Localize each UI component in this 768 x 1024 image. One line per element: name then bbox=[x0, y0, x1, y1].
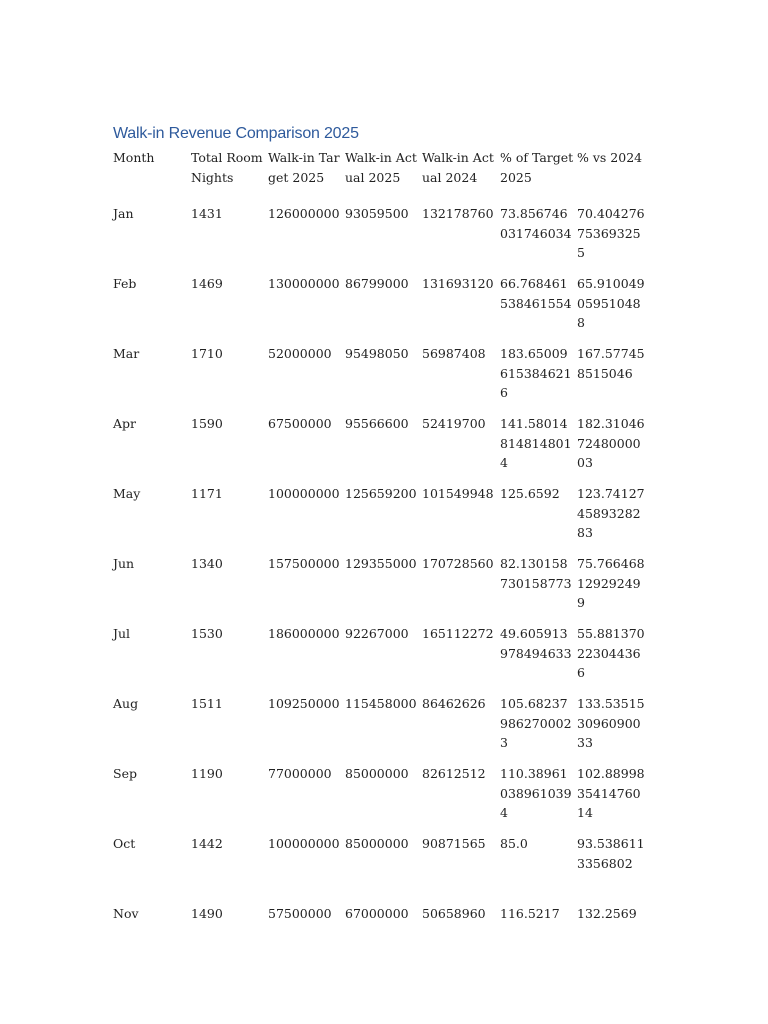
cell-month: May bbox=[113, 486, 141, 501]
cell-percent-of-target: 82.130158730158773 bbox=[500, 556, 572, 591]
column-header-walk-in-actual-2025: Walk-in Actual 2025 bbox=[345, 150, 417, 185]
cell-walk-in-actual-2025: 67000000 bbox=[345, 906, 409, 921]
cell-percent-of-target: 73.856746031746034 bbox=[500, 206, 572, 241]
cell-total-room-nights: 1469 bbox=[191, 276, 223, 291]
table-body bbox=[113, 204, 647, 928]
column-header-month: Month bbox=[113, 150, 155, 165]
cell-month: Apr bbox=[113, 416, 137, 431]
cell-walk-in-actual-2025: 93059500 bbox=[345, 206, 409, 221]
cell-total-room-nights: 1442 bbox=[191, 836, 223, 851]
table-row bbox=[113, 624, 647, 694]
cell-percent-of-target: 110.389610389610394 bbox=[500, 766, 572, 820]
table-row bbox=[113, 834, 647, 904]
cell-month: Jun bbox=[113, 556, 135, 571]
cell-walk-in-actual-2025: 125659200 bbox=[345, 486, 417, 501]
revenue-table-container bbox=[113, 148, 647, 928]
cell-percent-of-target: 125.6592 bbox=[500, 486, 560, 501]
cell-walk-in-actual-2024: 101549948 bbox=[422, 486, 494, 501]
cell-total-room-nights: 1710 bbox=[191, 346, 223, 361]
table-row bbox=[113, 764, 647, 834]
column-header-total-room-nights: Total Room Nights bbox=[191, 150, 263, 185]
cell-percent-of-target: 49.605913978494633 bbox=[500, 626, 572, 661]
column-header-percent-vs-2024: % vs 2024 bbox=[577, 150, 643, 165]
cell-percent-vs-2024: 65.910049059510488 bbox=[577, 276, 645, 330]
cell-walk-in-target-2025: 186000000 bbox=[268, 626, 340, 641]
cell-total-room-nights: 1190 bbox=[191, 766, 223, 781]
cell-percent-vs-2024: 133.535153096090033 bbox=[577, 696, 645, 750]
cell-total-room-nights: 1171 bbox=[191, 486, 223, 501]
cell-walk-in-target-2025: 157500000 bbox=[268, 556, 340, 571]
cell-percent-vs-2024: 55.881370223044366 bbox=[577, 626, 645, 680]
cell-walk-in-actual-2024: 90871565 bbox=[422, 836, 486, 851]
cell-percent-of-target: 105.682379862700023 bbox=[500, 696, 572, 750]
cell-total-room-nights: 1431 bbox=[191, 206, 223, 221]
cell-month: Sep bbox=[113, 766, 137, 781]
table-row bbox=[113, 344, 647, 414]
table-row bbox=[113, 904, 647, 928]
cell-walk-in-actual-2024: 170728560 bbox=[422, 556, 494, 571]
header-row bbox=[113, 148, 647, 204]
table-row bbox=[113, 274, 647, 344]
cell-total-room-nights: 1511 bbox=[191, 696, 223, 711]
cell-walk-in-target-2025: 57500000 bbox=[268, 906, 332, 921]
cell-walk-in-actual-2024: 56987408 bbox=[422, 346, 486, 361]
cell-walk-in-target-2025: 130000000 bbox=[268, 276, 340, 291]
revenue-table bbox=[113, 148, 647, 928]
cell-walk-in-target-2025: 52000000 bbox=[268, 346, 332, 361]
cell-month: Nov bbox=[113, 906, 139, 921]
cell-total-room-nights: 1590 bbox=[191, 416, 223, 431]
cell-total-room-nights: 1490 bbox=[191, 906, 223, 921]
document-title: Walk-in Revenue Comparison 2025 bbox=[113, 125, 359, 142]
cell-month: Mar bbox=[113, 346, 140, 361]
cell-walk-in-target-2025: 109250000 bbox=[268, 696, 340, 711]
cell-percent-of-target: 141.580148148148014 bbox=[500, 416, 572, 470]
cell-percent-vs-2024: 102.889983541476014 bbox=[577, 766, 645, 820]
cell-walk-in-actual-2024: 165112272 bbox=[422, 626, 494, 641]
cell-walk-in-actual-2024: 82612512 bbox=[422, 766, 486, 781]
cell-percent-vs-2024: 167.577458515046 bbox=[577, 346, 645, 381]
table-row bbox=[113, 694, 647, 764]
cell-total-room-nights: 1340 bbox=[191, 556, 223, 571]
cell-walk-in-actual-2025: 86799000 bbox=[345, 276, 409, 291]
table-row bbox=[113, 204, 647, 274]
cell-walk-in-target-2025: 77000000 bbox=[268, 766, 332, 781]
column-header-walk-in-actual-2024: Walk-in Actual 2024 bbox=[422, 150, 494, 185]
cell-walk-in-actual-2025: 85000000 bbox=[345, 766, 409, 781]
cell-walk-in-actual-2025: 95498050 bbox=[345, 346, 409, 361]
cell-percent-vs-2024: 93.5386113356802 bbox=[577, 836, 645, 871]
cell-month: Oct bbox=[113, 836, 136, 851]
cell-walk-in-actual-2024: 131693120 bbox=[422, 276, 494, 291]
cell-walk-in-target-2025: 100000000 bbox=[268, 836, 340, 851]
cell-walk-in-target-2025: 67500000 bbox=[268, 416, 332, 431]
cell-percent-of-target: 85.0 bbox=[500, 836, 528, 851]
cell-percent-of-target: 183.650096153846216 bbox=[500, 346, 572, 400]
cell-walk-in-actual-2025: 85000000 bbox=[345, 836, 409, 851]
cell-walk-in-actual-2024: 52419700 bbox=[422, 416, 486, 431]
cell-percent-of-target: 66.768461538461554 bbox=[500, 276, 572, 311]
cell-walk-in-target-2025: 126000000 bbox=[268, 206, 340, 221]
cell-total-room-nights: 1530 bbox=[191, 626, 223, 641]
cell-percent-vs-2024: 70.404276753693255 bbox=[577, 206, 645, 260]
column-header-percent-of-target: % of Target 2025 bbox=[500, 150, 574, 185]
table-header bbox=[113, 148, 647, 204]
cell-month: Jan bbox=[113, 206, 134, 221]
cell-month: Jul bbox=[113, 626, 131, 641]
column-header-walk-in-target-2025: Walk-in Target 2025 bbox=[268, 150, 340, 185]
cell-percent-of-target: 116.5217 bbox=[500, 906, 560, 921]
cell-walk-in-actual-2024: 86462626 bbox=[422, 696, 486, 711]
cell-month: Aug bbox=[113, 696, 139, 711]
table-row bbox=[113, 414, 647, 484]
cell-walk-in-actual-2025: 95566600 bbox=[345, 416, 409, 431]
table-row bbox=[113, 554, 647, 624]
cell-walk-in-actual-2025: 115458000 bbox=[345, 696, 417, 711]
cell-percent-vs-2024: 75.766468129292499 bbox=[577, 556, 645, 610]
table-row bbox=[113, 484, 647, 554]
cell-walk-in-actual-2024: 132178760 bbox=[422, 206, 494, 221]
cell-walk-in-actual-2024: 50658960 bbox=[422, 906, 486, 921]
cell-percent-vs-2024: 182.310467248000003 bbox=[577, 416, 645, 470]
cell-percent-vs-2024: 123.741274589328283 bbox=[577, 486, 645, 540]
cell-walk-in-actual-2025: 129355000 bbox=[345, 556, 417, 571]
cell-month: Feb bbox=[113, 276, 137, 291]
cell-walk-in-actual-2025: 92267000 bbox=[345, 626, 409, 641]
cell-percent-vs-2024: 132.2569 bbox=[577, 906, 637, 921]
cell-walk-in-target-2025: 100000000 bbox=[268, 486, 340, 501]
